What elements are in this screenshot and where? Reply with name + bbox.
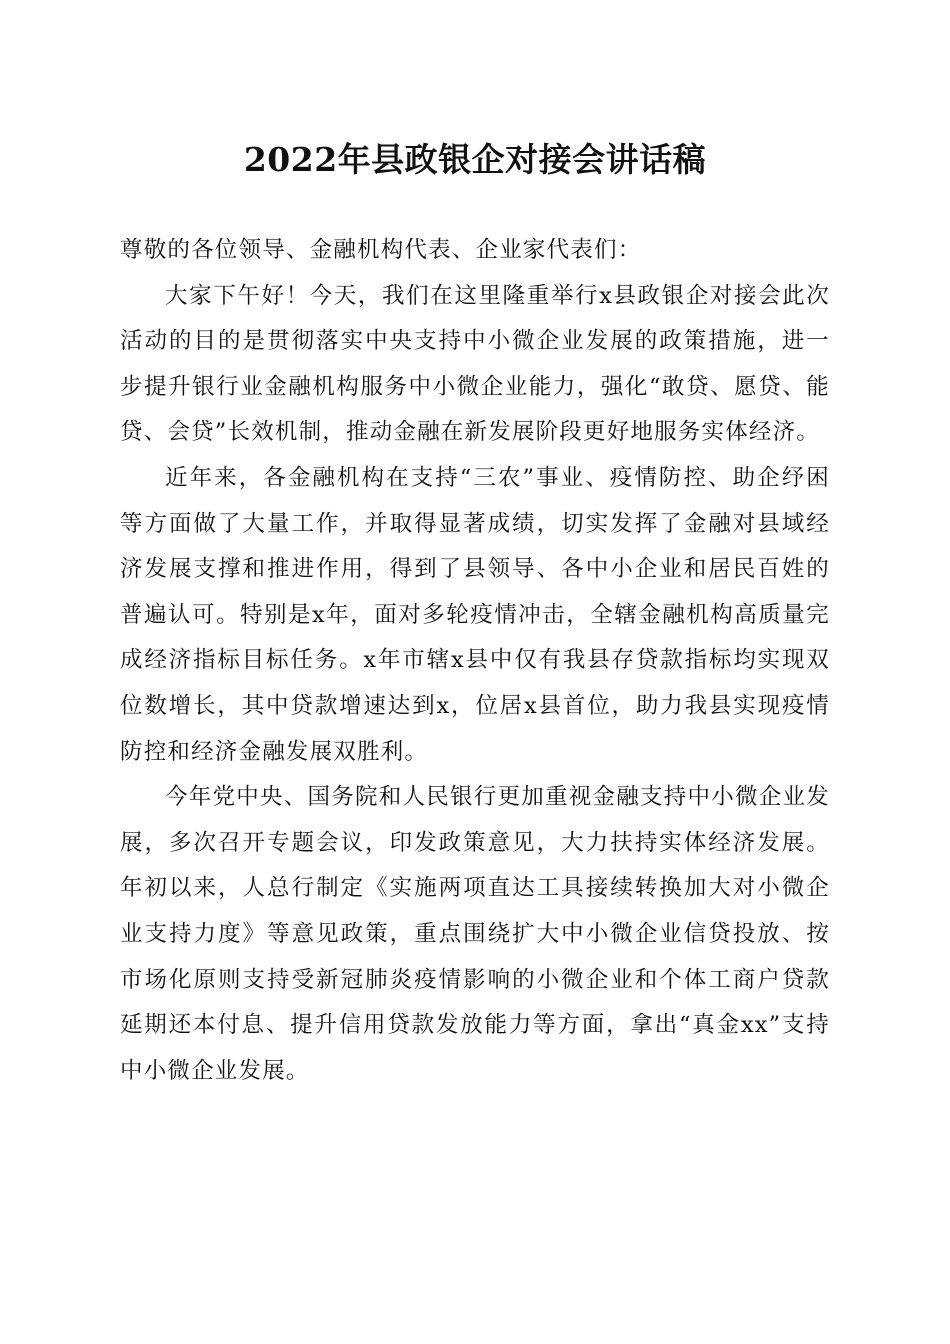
paragraph-policy: 今年党中央、国务院和人民银行更加重视金融支持中小微企业发展，多次召开专题会议，印发政策意见，大力扶持实体经济发展。年初以来，人总行制定《实施两项直达工具接续转换加大对小微企业支持力度》等意见政策，重点围绕扩大中小微企业信贷投放、按市场化原则支持受新冠肺炎疫情影响的小微企业和个体工商户贷款延期还本付息、提升信用贷款发放能力等方面，拿出“真金xx”支持中小微企业发展。 xyxy=(120,784,830,1084)
salutation: 尊敬的各位领导、金融机构代表、企业家代表们： xyxy=(120,237,642,263)
document-title: 2022年县政银企对接会讲话稿 xyxy=(243,140,707,179)
paragraph-opening: 大家下午好！今天，我们在这里隆重举行x县政银企对接会此次活动的目的是贯彻落实中央支持中小微企业发展的政策措施，进一步提升银行业金融机构服务中小微企业能力，强化“敢贷、愿贷、能贷、会贷”长效机制，推动金融在新发展阶段更好地服务实体经济。 xyxy=(120,282,830,446)
paragraph-achievements: 近年来，各金融机构在支持“三农”事业、疫情防控、助企纾困等方面做了大量工作，并取得显著成绩，切实发挥了金融对县域经济发展支撑和推进作用，得到了县领导、各中小企业和居民百姓的普遍认可。特别是x年，面对多轮疫情冲击，全辖金融机构高质量完成经济指标目标任务。x年市辖x县中仅有我县存贷款指标均实现双位数增长，其中贷款增速达到x，位居x县首位，助力我县实现疫情防控和经济金融发展双胜利。 xyxy=(120,464,830,765)
document-body xyxy=(120,228,830,1094)
